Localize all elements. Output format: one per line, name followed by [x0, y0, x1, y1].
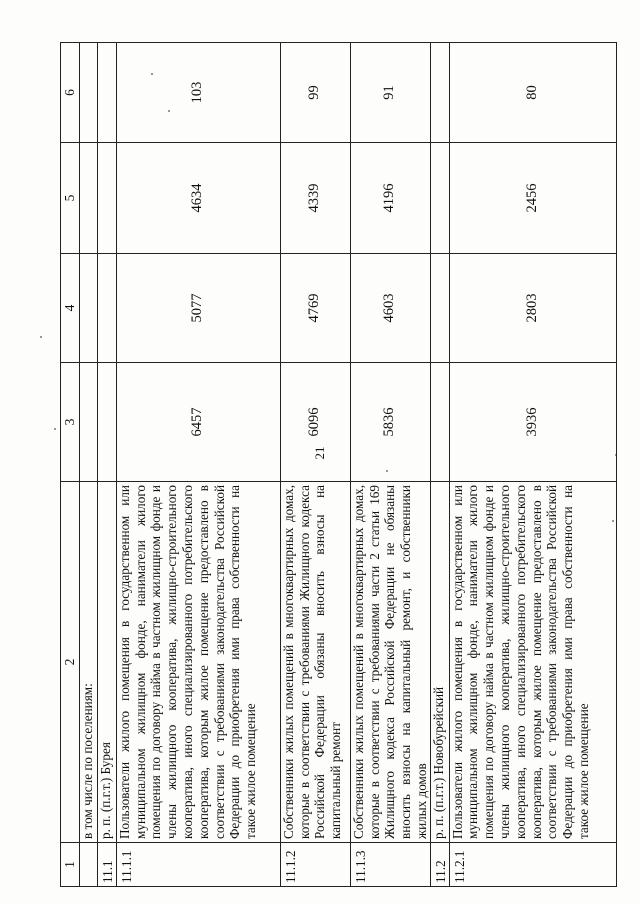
value-col6: 103	[116, 43, 280, 143]
value-col4	[98, 254, 117, 363]
header-cell: 1	[61, 843, 80, 887]
table-row	[116, 43, 280, 887]
header-cell: 4	[61, 254, 80, 363]
header-cell: 2	[61, 482, 80, 843]
row-text: р. п. (п.г.т.) Новобурейский	[430, 482, 449, 843]
value-col5: 4339	[280, 143, 350, 254]
row-code: 11.1.1	[116, 843, 280, 887]
value-col4	[80, 254, 98, 363]
row-text: в том числе по поселениям:	[80, 482, 98, 843]
table-row	[430, 43, 449, 887]
value-col3: 6457	[116, 363, 280, 482]
table-row	[98, 43, 117, 887]
value-col5	[80, 143, 98, 254]
rotated-table-area	[60, 43, 605, 887]
value-col5: 4634	[116, 143, 280, 254]
table-row	[280, 43, 350, 887]
table-row	[80, 43, 98, 887]
row-code: 11.1.3	[350, 843, 430, 887]
value-col6: 80	[449, 43, 616, 143]
value-col6	[98, 43, 117, 143]
row-text: Пользователи жилого помещения в государственном или муниципальном жилищном фонде, наниматели жилого помещения по договору найма в частном жилищном фонде и члены жилищного кооператива, жилищно-строительного кооператива, иного специализированного потребительского кооператива, которым жилое помещение предоставлено в соответствии с требованиями законодательства Российской Федерации до приобретения ими права собственности на такое жилое помещение	[449, 482, 616, 843]
value-col4: 4603	[350, 254, 430, 363]
page-number: 21	[312, 446, 327, 460]
value-col5: 2456	[449, 143, 616, 254]
value-col5	[98, 143, 117, 254]
value-col4: 2803	[449, 254, 616, 363]
row-text: Пользователи жилого помещения в государственном или муниципальном жилищном фонде, наниматели жилого помещения по договору найма в частном жилищном фонде и члены жилищного кооператива, жилищно-строительного кооператива, иного специализированного потребительского кооператива, которым жилое помещение предоставлено в соответствии с требованиями законодательства Российской Федерации до приобретения ими права собственности на такое жилое помещение	[116, 482, 280, 843]
header-row	[61, 43, 80, 887]
value-col4: 4769	[280, 254, 350, 363]
row-code: 11.1.2	[280, 843, 350, 887]
value-col6: 99	[280, 43, 350, 143]
value-col6: 91	[350, 43, 430, 143]
value-col3: 3936	[449, 363, 616, 482]
row-code: 11.1	[98, 843, 117, 887]
value-col3: 5836	[350, 363, 430, 482]
value-col3	[80, 363, 98, 482]
row-text: р. п. (п.г.т.) Бурея	[98, 482, 117, 843]
row-code: 11.2.1	[449, 843, 616, 887]
table-row	[350, 43, 430, 887]
value-col3	[430, 363, 449, 482]
row-text: Собственники жилых помещений в многоквартирных домах, которые в соответствии с требованиями части 2 статьи 169 Жилищного кодекса Российской Федерации не обязаны вносить взносы на капитальный ремонт, и собственники жилых домов	[350, 482, 430, 843]
value-col3: 6096	[280, 363, 350, 482]
value-col6	[430, 43, 449, 143]
table-row	[449, 43, 616, 887]
value-col3	[98, 363, 117, 482]
value-col4: 5077	[116, 254, 280, 363]
row-code	[80, 843, 98, 887]
value-col4	[430, 254, 449, 363]
header-cell: 6	[61, 43, 80, 143]
row-text: Собственники жилых помещений в многоквартирных домах, которые в соответствии с требованиями Жилищного кодекса Российской Федерации обязаны вносить взносы на капитальный ремонт	[280, 482, 350, 843]
value-col5: 4196	[350, 143, 430, 254]
housing-rates-table	[60, 42, 617, 887]
value-col6	[80, 43, 98, 143]
row-code: 11.2	[430, 843, 449, 887]
header-cell: 3	[61, 363, 80, 482]
header-cell: 5	[61, 143, 80, 254]
value-col5	[430, 143, 449, 254]
